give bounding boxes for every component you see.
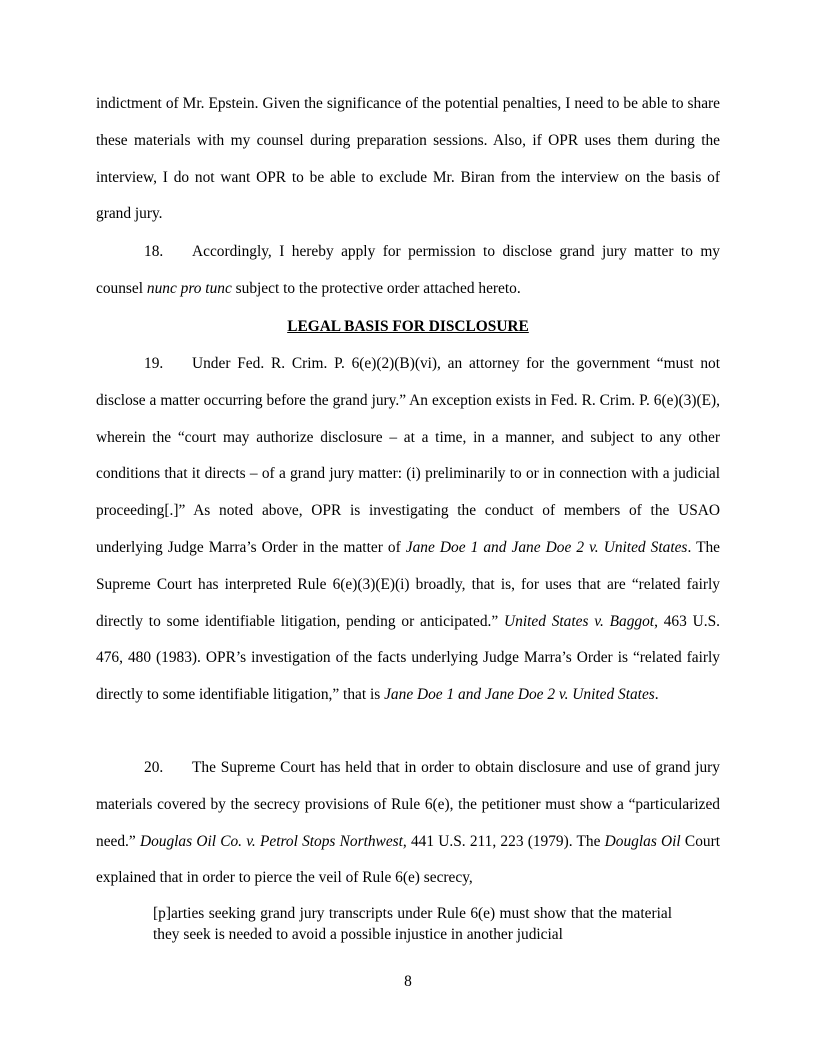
paragraph-text: Court explained that in order to pierce the veil of Rule 6(e) secrecy, xyxy=(96,832,720,887)
paragraph-text: The Supreme Court has held that in order to obtain disclosure and use of grand jury materials covered by the secrecy provisions of Rule 6(e), the petitioner must show a “particularized need.” xyxy=(96,759,720,850)
block-quote: [p]arties seeking grand jury transcripts under Rule 6(e) must show that the material they seek is needed to avoid a possible injustice in another judicial xyxy=(153,905,672,943)
case-citation: Douglas Oil Co. v. Petrol Stops Northwest xyxy=(139,832,403,850)
paragraph-text: . The Supreme Court has interpreted Rule 6(e)(3)(E)(i) broadly, that is, for uses that are “related fairly directly to some identifiable litigation, pending or anticipated.” xyxy=(96,538,721,630)
paragraph-text: indictment of Mr. Epstein. Given the significance of the potential penalties, I need to be able to share these materials with my counsel during preparation sessions. Also, if OPR uses them during the interview, I do not want OPR to be able to exclude Mr. Biran from the interview on the basis of grand jury. xyxy=(96,95,720,223)
case-citation: United States v. Baggot xyxy=(504,612,655,630)
paragraph-text: Under Fed. R. Crim. P. 6(e)(2)(B)(vi), an attorney for the government “must not disclose a matter occurring before the grand jury.” An exception exists in Fed. R. Crim. P. 6(e)(3)(E), wherein the “court may authorize disclosure – at a time, in a manner, and subject to any other conditions that it directs – of a grand jury matter: (i) preliminarily to or in connection with a judicial proceeding[.]” As noted above, OPR is investigating the conduct of members of the USAO underlying Judge Marra’s Order in the matter of xyxy=(96,355,720,556)
paragraph-text: . xyxy=(654,686,659,704)
paragraph-number: 18. xyxy=(144,243,164,260)
paragraph-number: 19. xyxy=(144,355,164,372)
case-citation: Jane Doe 1 and Jane Doe 2 v. United States xyxy=(405,538,688,556)
paragraph-19 xyxy=(96,346,720,714)
paragraph-text: subject to the protective order attached hereto. xyxy=(231,279,521,297)
paragraph-18 xyxy=(96,234,720,308)
case-citation: Douglas Oil xyxy=(604,832,681,850)
paragraph-continuation xyxy=(96,86,720,233)
section-heading: LEGAL BASIS FOR DISCLOSURE xyxy=(287,318,529,335)
italic-latin-phrase: nunc pro tunc xyxy=(146,279,232,297)
page-number: 8 xyxy=(404,973,412,990)
paragraph-number: 20. xyxy=(144,759,164,776)
paragraph-20 xyxy=(96,750,720,897)
paragraph-text: , 463 U.S. 476, 480 (1983). OPR’s investigation of the facts underlying Judge Marra’s Order is “related fairly directly to some identifiable litigation,” that is xyxy=(96,612,720,704)
case-citation: Jane Doe 1 and Jane Doe 2 v. United States xyxy=(384,686,655,704)
paragraph-text: , 441 U.S. 211, 223 (1979). The xyxy=(402,832,605,850)
paragraph-text: Accordingly, I hereby apply for permission to disclose grand jury matter to my counsel xyxy=(96,243,720,297)
